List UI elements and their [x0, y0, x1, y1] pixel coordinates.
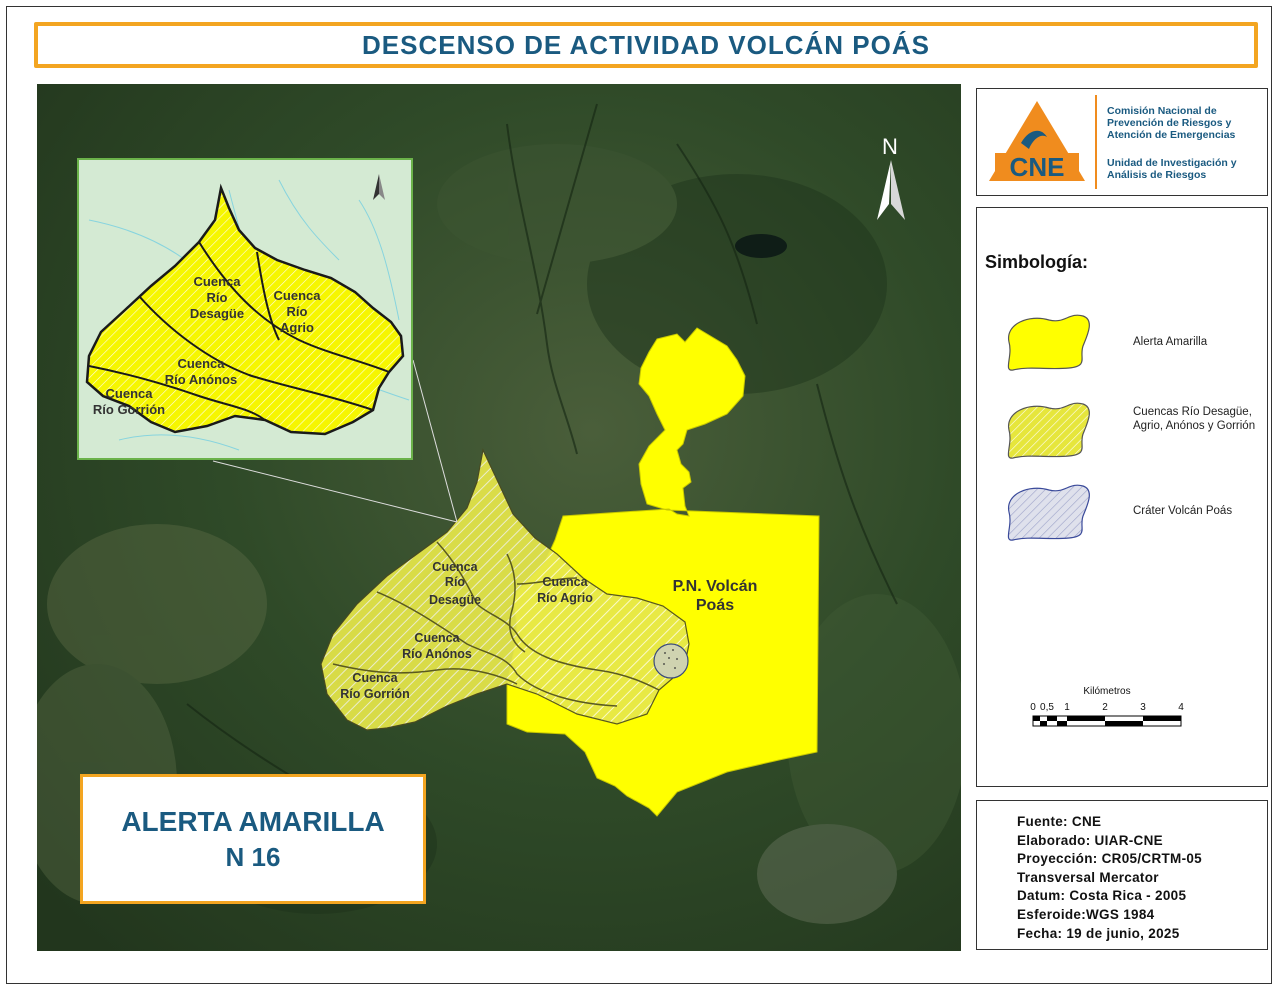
cne-org-line: Prevención de Riesgos y	[1107, 117, 1232, 129]
legend-swatch-crater	[999, 476, 1099, 546]
info-date: Fecha: 19 de junio, 2025	[1017, 925, 1180, 941]
inset-label-desague-1: Cuenca	[193, 274, 241, 289]
scale-unit: Kilómetros	[1083, 686, 1131, 697]
cne-logo-icon	[981, 93, 1093, 193]
inset-map	[77, 158, 413, 460]
label-agrio-1: Cuenca	[542, 575, 588, 589]
inset-label-agrio-3: Agrio	[280, 320, 314, 335]
title-box	[34, 22, 1258, 68]
botos-lagoon	[735, 234, 787, 258]
scale-tick-3: 3	[1140, 702, 1146, 713]
scale-tick-0: 0	[1030, 702, 1036, 713]
legend-swatch-alert	[999, 306, 1099, 376]
label-anonos-2: Río Anónos	[402, 647, 472, 661]
inset-label-desague-2: Río	[206, 290, 228, 305]
inset-label-desague-3: Desagüe	[189, 306, 245, 321]
cne-org-name	[1107, 105, 1262, 141]
cne-unit-name	[1107, 157, 1262, 181]
inset-label-gorrion-2: Río Gorrión	[92, 402, 166, 417]
label-desague-2: Río	[444, 575, 466, 589]
scale-tick-2: 2	[1102, 702, 1108, 713]
cne-unit-line: Unidad de Investigación y	[1107, 157, 1237, 169]
legend-swatch-basins	[999, 394, 1099, 464]
alert-level: ALERTA AMARILLA	[121, 805, 385, 837]
legend-label-alert: Alerta Amarilla	[1133, 336, 1208, 348]
info-projection: Proyección: CR05/CRTM-05	[1017, 851, 1202, 867]
label-park-2: Poás	[695, 597, 735, 614]
legend-label-basins: Cuencas Río Desagüe, Agrio, Anónos y Gorrión	[1133, 406, 1256, 432]
info-source: Fuente: CNE	[1017, 814, 1102, 829]
legend-title: Simbología:	[985, 252, 1088, 272]
info-author: Elaborado: UIAR-CNE	[1017, 832, 1163, 848]
alert-number: N 16	[225, 841, 281, 872]
label-desague-3: Desagüe	[428, 593, 482, 607]
map-title: DESCENSO DE ACTIVIDAD VOLCÁN POÁS	[362, 29, 930, 60]
crater-circle	[654, 644, 688, 678]
label-park-1: P.N. Volcán	[672, 578, 758, 595]
label-gorrion-2: Río Gorrión	[340, 687, 410, 701]
inset-label-agrio-1: Cuenca	[273, 288, 321, 303]
legend-label-crater: Cráter Volcán Poás	[1133, 505, 1233, 517]
inset-label-agrio-2: Río	[286, 304, 308, 319]
scale-tick-05: 0,5	[1040, 702, 1054, 713]
cne-unit-line: Análisis de Riesgos	[1107, 169, 1207, 181]
info-projection-type: Transversal Mercator	[1017, 869, 1159, 885]
cne-org-line: Comisión Nacional de	[1107, 105, 1217, 117]
label-desague-1: Cuenca	[432, 560, 478, 574]
label-anonos-1: Cuenca	[414, 631, 460, 645]
legend-panel	[976, 207, 1268, 787]
scale-bar	[1027, 682, 1207, 742]
inset-label-anonos-2: Río Anónos	[164, 372, 238, 387]
alert-box	[80, 774, 426, 904]
label-gorrion-1: Cuenca	[352, 671, 398, 685]
info-spheroid: Esferoide:WGS 1984	[1017, 906, 1155, 922]
cne-logo-panel	[976, 88, 1268, 196]
metadata-panel	[976, 800, 1268, 950]
inset-label-anonos-1: Cuenca	[177, 356, 225, 371]
label-agrio-2: Río Agrio	[537, 591, 593, 605]
cne-divider	[1095, 95, 1097, 189]
info-datum: Datum: Costa Rica - 2005	[1017, 888, 1187, 904]
inset-svg	[79, 160, 411, 458]
north-label: N	[882, 134, 898, 159]
scale-tick-1: 1	[1064, 702, 1070, 713]
scale-tick-4: 4	[1178, 702, 1184, 713]
cne-org-line: Atención de Emergencias	[1107, 129, 1236, 141]
cne-logo-text: CNE	[1009, 152, 1065, 182]
inset-label-gorrion-1: Cuenca	[105, 386, 153, 401]
